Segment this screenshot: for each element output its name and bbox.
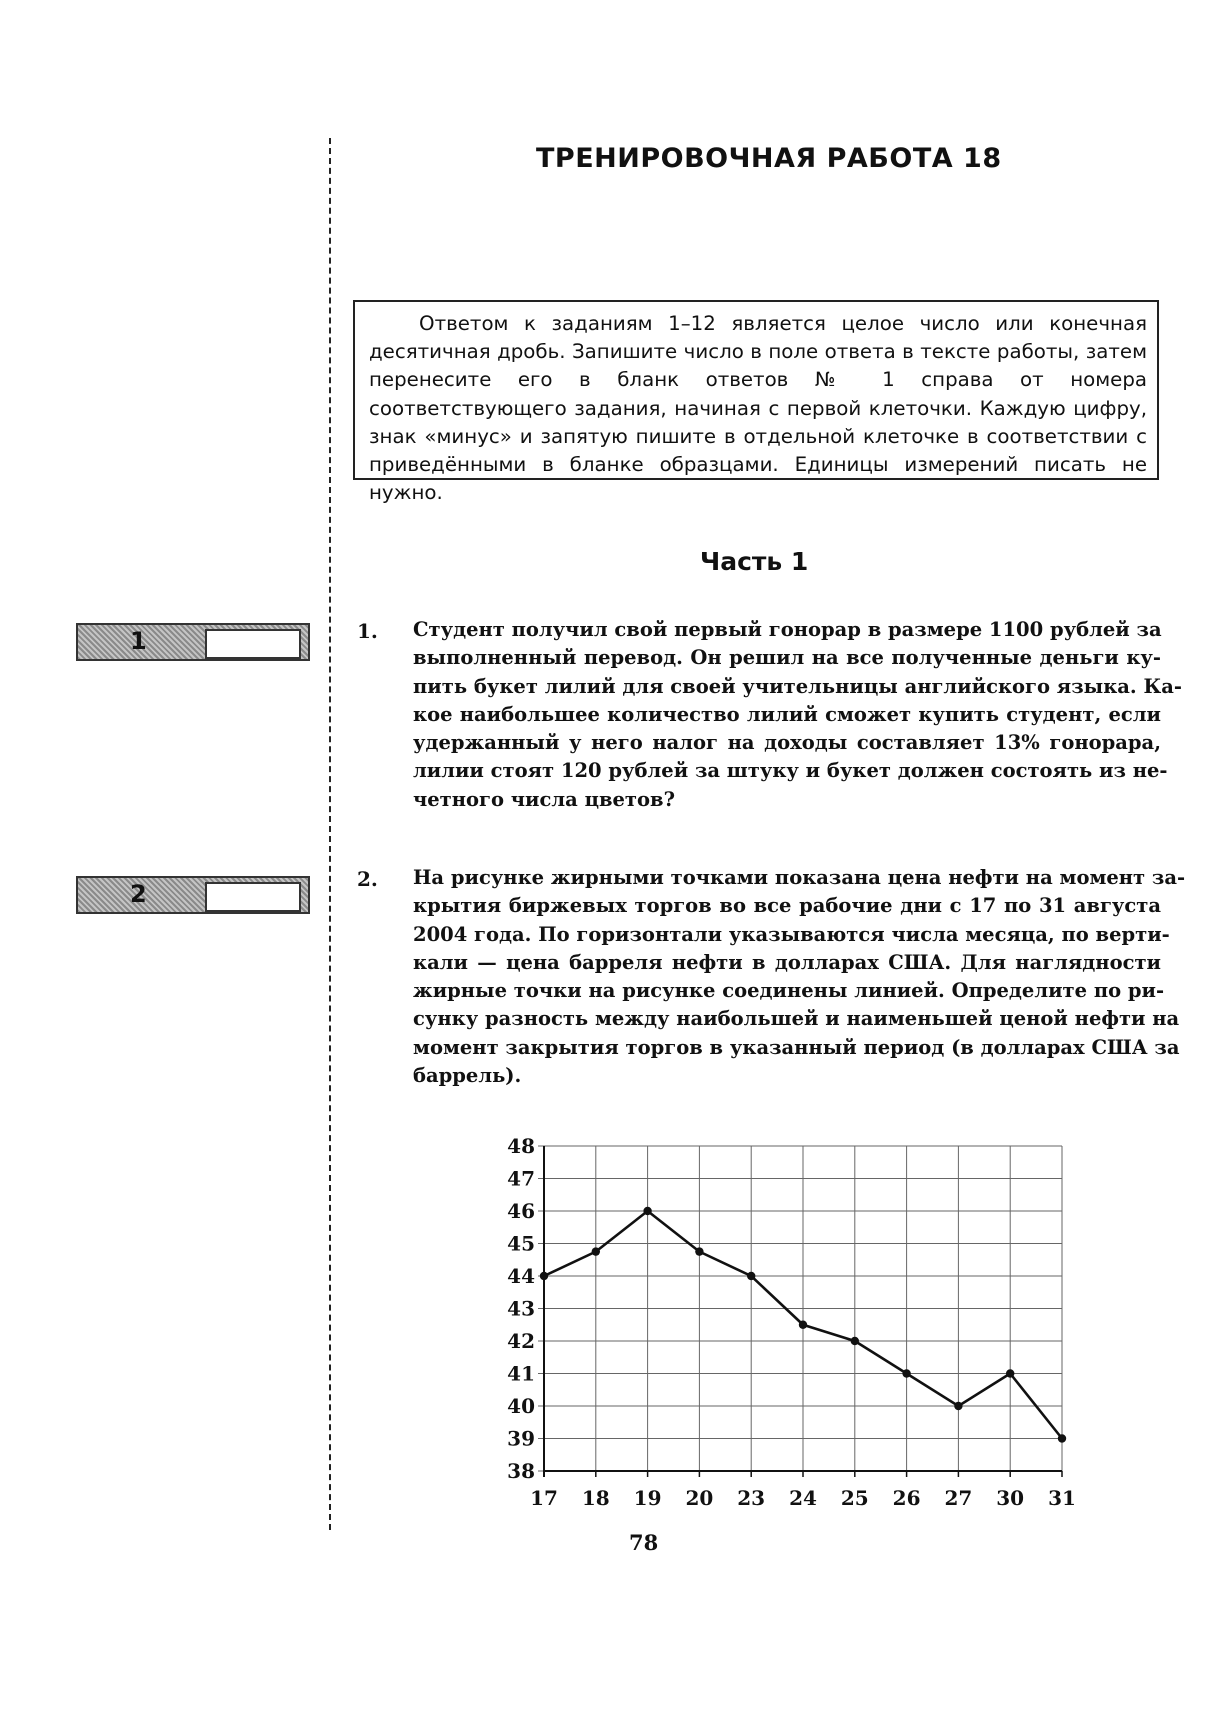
x-tick-label: 25: [840, 1486, 869, 1510]
text-line: Студент получил свой первый гонорар в размере 1100 рублей за: [413, 618, 1162, 641]
x-tick-label: 31: [1048, 1486, 1076, 1510]
text-line: жирные точки на рисунке соединены линией. Определите по ри-: [413, 979, 1165, 1003]
text-line: момент закрытия торгов в указанный период (в долларах США за: [413, 1035, 1180, 1059]
data-point: [643, 1207, 651, 1215]
answer-field[interactable]: [205, 629, 301, 659]
instructions-box: Ответом к заданиям 1–12 является целое число или конечная десятичная дробь. Запишите число в поле ответа в тексте работы, затем перенесите его в бланк ответов № 1 справа от номера соответствующего задания, начиная с первой клеточки. Каждую цифру, знак «минус» и запятую пишите в отдельной клеточке в соответствии с приведёнными в бланке образцами. Единицы измерений писать не нужно.: [353, 300, 1159, 480]
x-tick-label: 27: [944, 1486, 973, 1510]
text-line: 2004 года. По горизонтали указываются числа месяца, по верти-: [413, 922, 1170, 946]
x-tick-label: 17: [530, 1486, 558, 1510]
y-tick-label: 47: [507, 1166, 535, 1191]
x-tick-label: 30: [996, 1486, 1025, 1510]
page-title: ТРЕНИРОВОЧНАЯ РАБОТА 18: [536, 143, 1002, 174]
text-line: выполненный перевод. Он решил на все полученные деньги ку-: [413, 646, 1161, 670]
answer-field[interactable]: [205, 882, 301, 912]
answer-box-number: 1: [130, 627, 147, 655]
data-point: [1058, 1434, 1066, 1442]
data-point: [695, 1247, 703, 1255]
x-tick-label: 19: [633, 1486, 662, 1510]
text-line: крытия биржевых торгов во все рабочие дни с 17 по 31 августа: [413, 894, 1161, 918]
text-line: кали — цена барреля нефти в долларах США. Для наглядности: [413, 950, 1161, 974]
x-tick-label: 20: [685, 1486, 714, 1510]
task-text-1: [413, 616, 1182, 814]
data-point: [540, 1272, 548, 1280]
y-tick-label: 43: [507, 1296, 535, 1321]
data-point: [747, 1272, 755, 1280]
part-title: Часть 1: [700, 547, 809, 576]
answer-box-1: [76, 623, 310, 661]
page-number: 78: [629, 1530, 659, 1555]
text-line: удержанный у него налог на доходы составляет 13% гонорара,: [413, 731, 1161, 755]
answer-box-number: 2: [130, 880, 147, 908]
text-line: На рисунке жирными точками показана цена нефти на момент за-: [413, 866, 1186, 889]
answer-box-2: [76, 876, 310, 914]
y-tick-label: 44: [507, 1264, 535, 1288]
x-tick-label: 23: [737, 1486, 766, 1510]
data-point: [851, 1337, 859, 1345]
x-tick-label: 24: [789, 1486, 817, 1510]
y-tick-label: 45: [507, 1231, 535, 1256]
y-tick-label: 42: [507, 1329, 535, 1353]
text-line: лилии стоят 120 рублей за штуку и букет должен состоять из не-: [413, 759, 1168, 783]
oil-price-chart: [490, 1122, 1090, 1522]
x-tick-label: 26: [892, 1486, 921, 1510]
text-line: сунку разность между наибольшей и наименьшей ценой нефти на: [413, 1007, 1180, 1031]
text-line: четного числа цветов?: [413, 787, 675, 811]
data-point: [799, 1321, 807, 1329]
data-point: [902, 1369, 910, 1377]
cut-line: [329, 138, 331, 1530]
y-tick-label: 41: [507, 1361, 535, 1386]
text-line: кое наибольшее количество лилий сможет купить студент, если: [413, 702, 1161, 726]
data-point: [1006, 1369, 1014, 1377]
text-line: баррель).: [413, 1064, 522, 1088]
task-text-2: [413, 864, 1186, 1090]
task-number: 2.: [357, 867, 378, 891]
text-line: пить букет лилий для своей учительницы английского языка. Ка-: [413, 674, 1182, 698]
task-number: 1.: [357, 619, 378, 643]
y-tick-label: 48: [507, 1134, 535, 1158]
data-point: [592, 1247, 600, 1255]
x-tick-label: 18: [581, 1486, 610, 1510]
y-tick-label: 40: [507, 1394, 535, 1418]
data-point: [954, 1402, 962, 1410]
y-tick-label: 46: [507, 1199, 535, 1223]
y-tick-label: 39: [507, 1426, 535, 1451]
y-tick-label: 38: [507, 1459, 535, 1483]
